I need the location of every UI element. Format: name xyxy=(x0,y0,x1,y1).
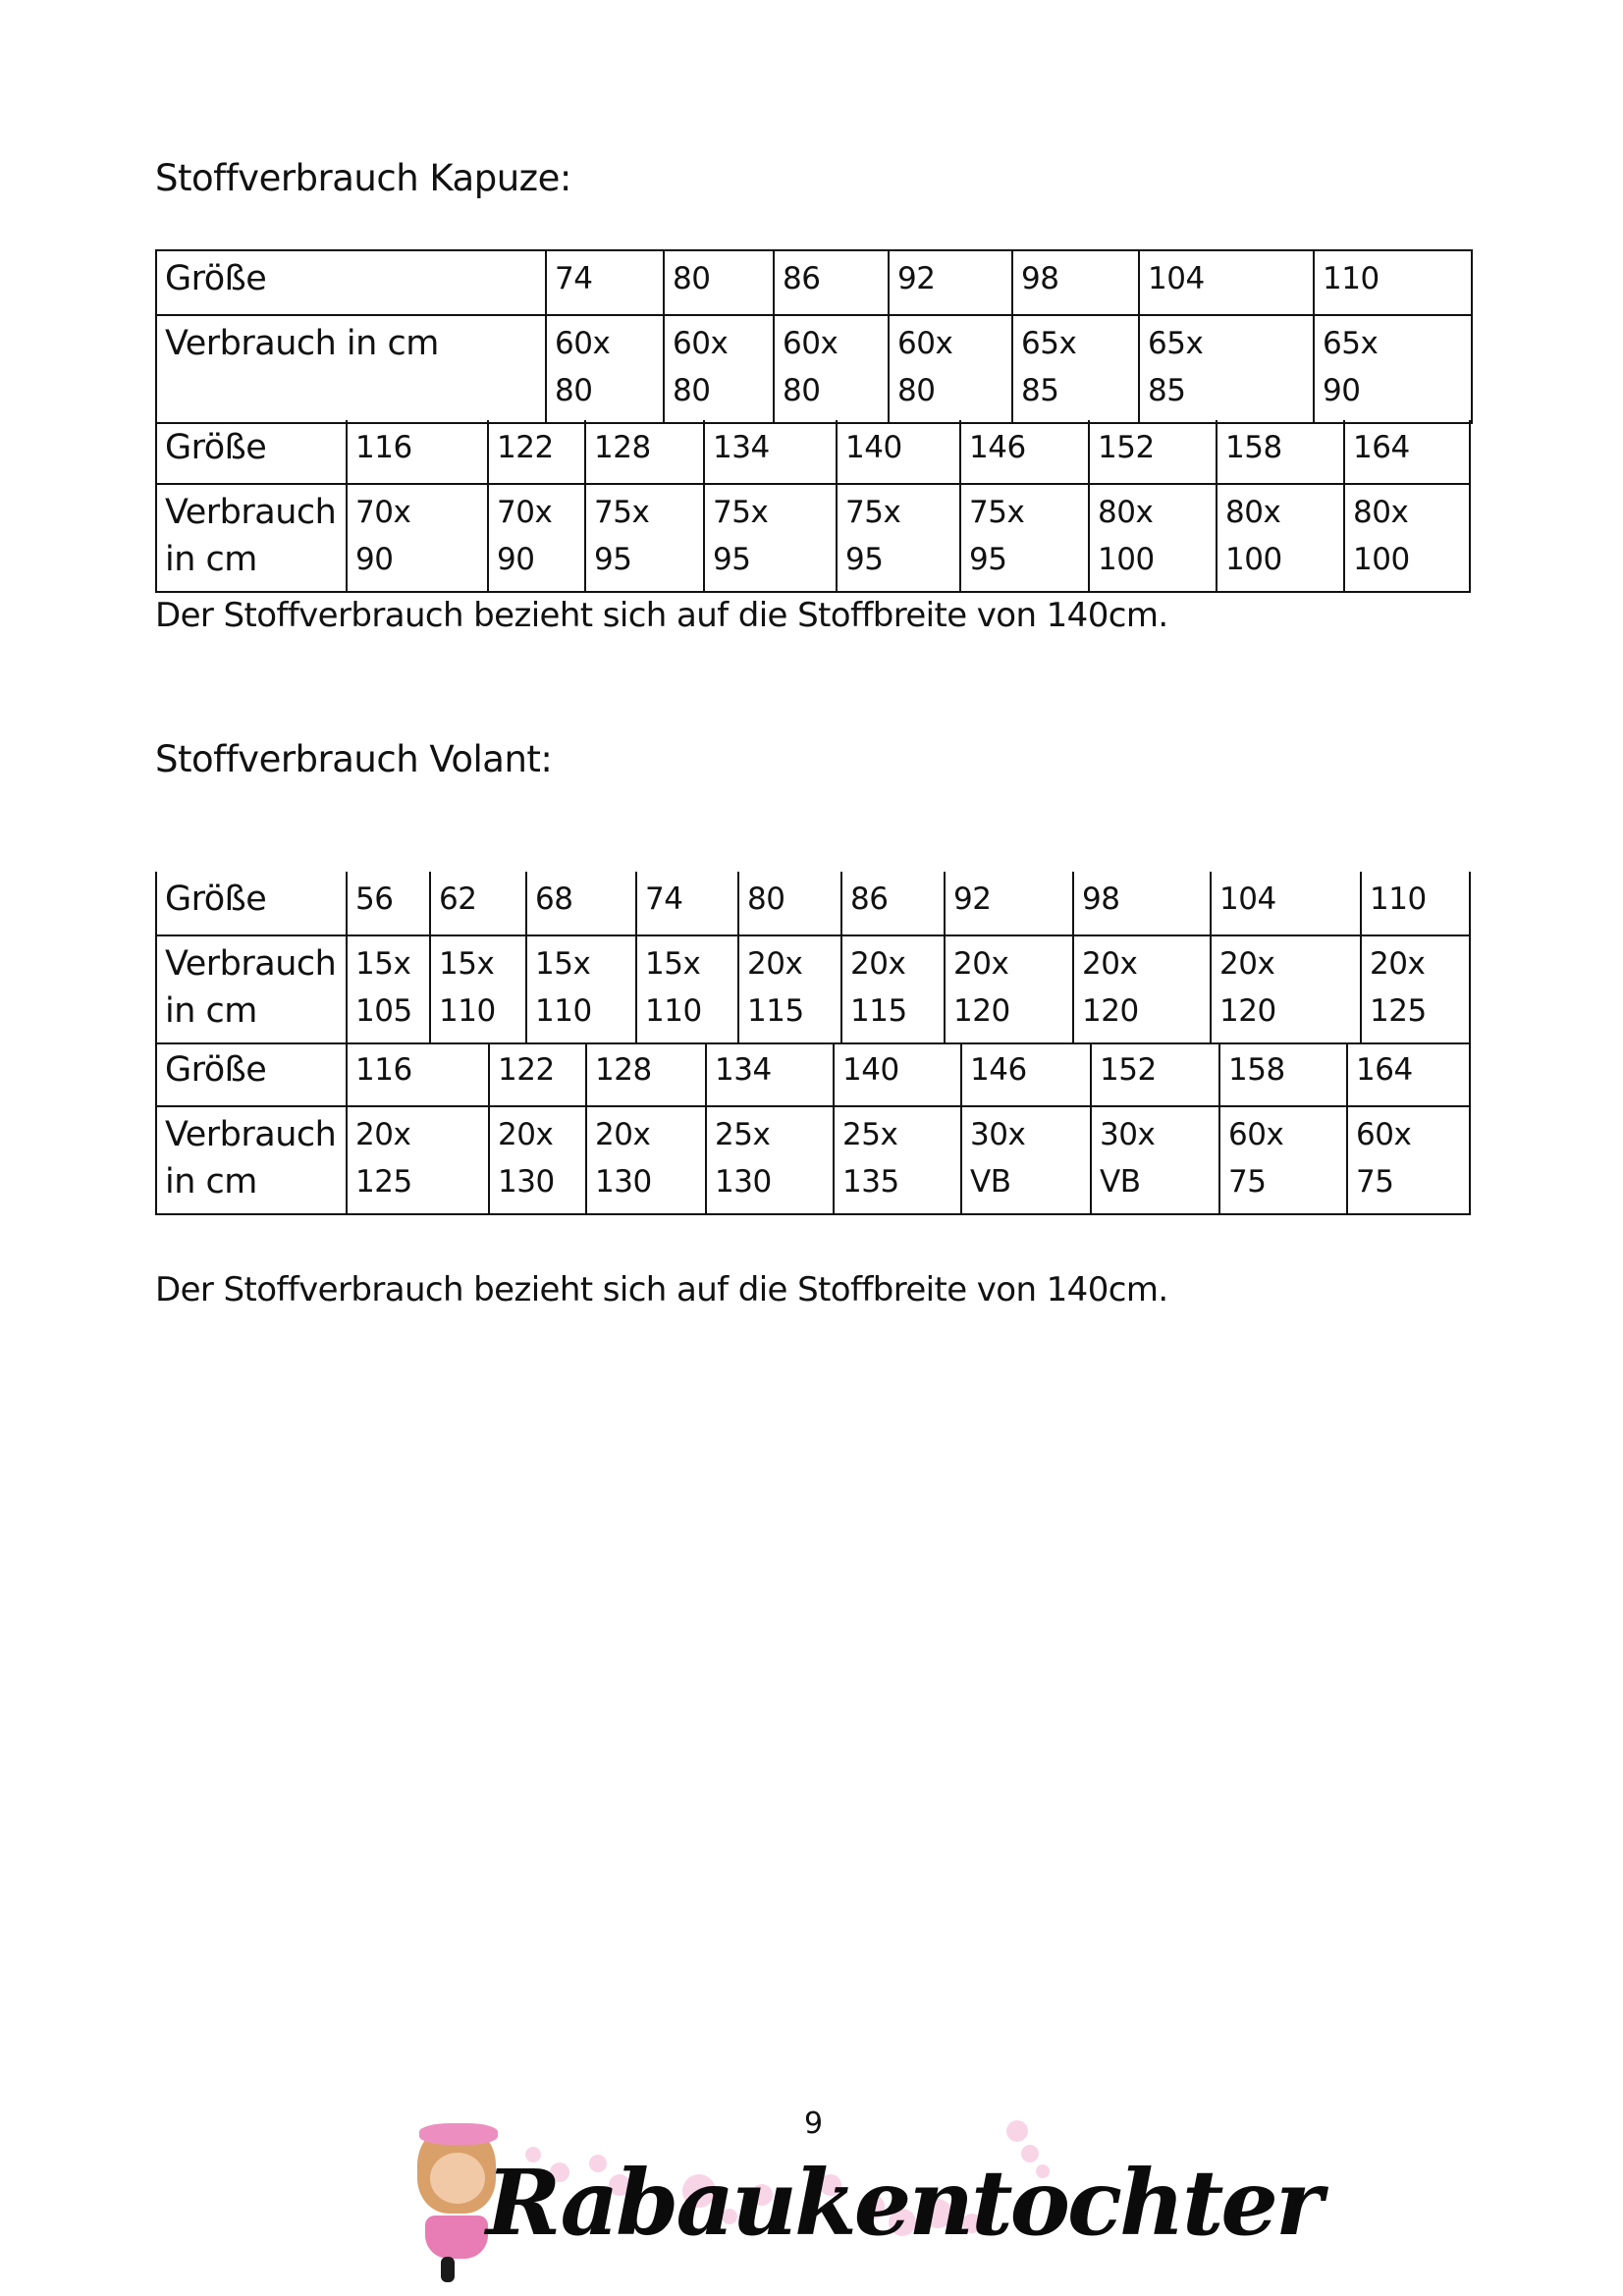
size-cell: 152 xyxy=(1091,1042,1219,1106)
usage-length: 80 xyxy=(555,373,593,408)
usage-width: 60x xyxy=(673,326,729,361)
usage-cell xyxy=(945,935,1073,1043)
usage-width: 20x xyxy=(953,946,1009,982)
size-cell: 134 xyxy=(706,1042,834,1106)
label-line: in cm xyxy=(165,1162,257,1201)
usage-cell xyxy=(1347,1106,1470,1214)
size-cell: 92 xyxy=(945,872,1073,935)
usage-width: 60x xyxy=(1228,1117,1284,1152)
usage-width: 20x xyxy=(498,1117,554,1152)
usage-cell xyxy=(774,315,889,423)
usage-length: 110 xyxy=(535,993,592,1029)
usage-cell xyxy=(834,1106,961,1214)
usage-cell xyxy=(1073,935,1211,1043)
usage-length: 130 xyxy=(498,1164,555,1200)
usage-width: 75x xyxy=(845,495,901,530)
label-line: Verbrauch xyxy=(165,1115,337,1154)
usage-cell xyxy=(347,484,488,592)
usage-cell xyxy=(1344,484,1470,592)
size-cell: 116 xyxy=(347,1042,489,1106)
kapuze-heading: Stoffverbrauch Kapuze: xyxy=(155,157,571,199)
label-line: Verbrauch xyxy=(165,493,337,532)
usage-cell xyxy=(1211,935,1361,1043)
row-label-size: Größe xyxy=(156,1042,347,1106)
size-row xyxy=(156,1042,1470,1106)
usage-cell xyxy=(1139,315,1314,423)
usage-length: 90 xyxy=(1323,373,1361,408)
usage-cell xyxy=(1314,315,1472,423)
size-cell: 116 xyxy=(347,420,488,484)
row-label-usage xyxy=(156,484,347,592)
usage-length: 130 xyxy=(595,1164,652,1200)
size-cell: 98 xyxy=(1073,872,1211,935)
usage-length: 135 xyxy=(842,1164,899,1200)
usage-width: 60x xyxy=(897,326,953,361)
size-cell: 104 xyxy=(1211,872,1361,935)
usage-length: 95 xyxy=(713,542,751,577)
size-row xyxy=(156,250,1472,315)
usage-cell xyxy=(489,1106,586,1214)
row-label-size: Größe xyxy=(156,250,546,315)
size-cell: 74 xyxy=(636,872,738,935)
size-cell: 80 xyxy=(664,250,774,315)
usage-width: 75x xyxy=(713,495,769,530)
label-line: in cm xyxy=(165,540,257,579)
usage-length: VB xyxy=(970,1164,1011,1200)
usage-width: 60x xyxy=(783,326,839,361)
usage-length: 80 xyxy=(673,373,711,408)
usage-length: 105 xyxy=(355,993,412,1029)
usage-length: 115 xyxy=(747,993,804,1029)
usage-width: 15x xyxy=(355,946,411,982)
usage-width: 60x xyxy=(1356,1117,1412,1152)
size-cell: 122 xyxy=(489,1042,586,1106)
usage-width: 30x xyxy=(970,1117,1026,1152)
size-cell: 164 xyxy=(1347,1042,1470,1106)
usage-length: 120 xyxy=(1219,993,1276,1029)
usage-cell xyxy=(841,935,945,1043)
usage-row xyxy=(156,935,1470,1043)
usage-length: 120 xyxy=(953,993,1010,1029)
size-cell: 56 xyxy=(347,872,430,935)
usage-width: 80x xyxy=(1225,495,1281,530)
usage-width: 70x xyxy=(497,495,553,530)
usage-cell xyxy=(546,315,664,423)
usage-row xyxy=(156,315,1472,423)
row-label-usage xyxy=(156,935,347,1043)
usage-length: 80 xyxy=(897,373,936,408)
size-cell: 110 xyxy=(1314,250,1472,315)
usage-length: 95 xyxy=(594,542,632,577)
usage-width: 75x xyxy=(594,495,650,530)
size-cell: 146 xyxy=(960,420,1089,484)
usage-cell xyxy=(636,935,738,1043)
usage-length: 110 xyxy=(439,993,496,1029)
usage-cell xyxy=(585,484,704,592)
volant-table-1 xyxy=(155,872,1471,1044)
usage-width: 65x xyxy=(1148,326,1204,361)
usage-cell xyxy=(430,935,526,1043)
size-cell: 164 xyxy=(1344,420,1470,484)
size-cell: 158 xyxy=(1219,1042,1347,1106)
size-cell: 98 xyxy=(1012,250,1139,315)
kapuze-table-1 xyxy=(155,249,1473,424)
usage-cell xyxy=(526,935,636,1043)
usage-length: 125 xyxy=(1370,993,1427,1029)
usage-length: 100 xyxy=(1353,542,1410,577)
usage-length: 120 xyxy=(1082,993,1139,1029)
size-cell: 128 xyxy=(586,1042,706,1106)
size-cell: 158 xyxy=(1217,420,1344,484)
usage-length: 110 xyxy=(645,993,702,1029)
usage-cell xyxy=(1089,484,1217,592)
size-cell: 62 xyxy=(430,872,526,935)
usage-width: 70x xyxy=(355,495,411,530)
usage-cell xyxy=(837,484,960,592)
row-label-size: Größe xyxy=(156,420,347,484)
usage-cell xyxy=(738,935,841,1043)
usage-length: 90 xyxy=(355,542,394,577)
label-line: in cm xyxy=(165,991,257,1031)
size-cell: 86 xyxy=(774,250,889,315)
usage-length: 85 xyxy=(1148,373,1186,408)
usage-cell xyxy=(1219,1106,1347,1214)
usage-cell xyxy=(1012,315,1139,423)
usage-cell xyxy=(889,315,1012,423)
usage-length: 125 xyxy=(355,1164,412,1200)
usage-width: 65x xyxy=(1021,326,1077,361)
size-row xyxy=(156,872,1470,935)
usage-length: 100 xyxy=(1225,542,1282,577)
size-cell: 110 xyxy=(1361,872,1470,935)
size-cell: 74 xyxy=(546,250,664,315)
usage-width: 15x xyxy=(439,946,495,982)
usage-cell xyxy=(664,315,774,423)
usage-width: 80x xyxy=(1353,495,1409,530)
usage-length: 85 xyxy=(1021,373,1059,408)
usage-length: 95 xyxy=(969,542,1007,577)
usage-row xyxy=(156,1106,1470,1214)
usage-length: 115 xyxy=(850,993,907,1029)
label-line: Verbrauch xyxy=(165,944,337,984)
usage-length: 75 xyxy=(1228,1164,1267,1200)
usage-width: 80x xyxy=(1098,495,1154,530)
usage-length: 130 xyxy=(715,1164,772,1200)
row-label-usage: Verbrauch in cm xyxy=(156,315,546,423)
usage-cell xyxy=(488,484,585,592)
usage-width: 20x xyxy=(355,1117,411,1152)
row-label-size: Größe xyxy=(156,872,347,935)
usage-width: 20x xyxy=(595,1117,651,1152)
size-cell: 92 xyxy=(889,250,1012,315)
usage-cell xyxy=(347,935,430,1043)
usage-width: 20x xyxy=(1082,946,1138,982)
kapuze-note: Der Stoffverbrauch bezieht sich auf die Stoffbreite von 140cm. xyxy=(155,596,1168,635)
usage-cell xyxy=(706,1106,834,1214)
size-cell: 146 xyxy=(961,1042,1091,1106)
volant-heading: Stoffverbrauch Volant: xyxy=(155,738,553,780)
usage-width: 75x xyxy=(969,495,1025,530)
usage-row xyxy=(156,484,1470,592)
usage-width: 65x xyxy=(1323,326,1379,361)
usage-width: 15x xyxy=(645,946,701,982)
usage-width: 15x xyxy=(535,946,591,982)
usage-length: 75 xyxy=(1356,1164,1394,1200)
usage-cell xyxy=(960,484,1089,592)
usage-cell xyxy=(704,484,837,592)
volant-table-2 xyxy=(155,1042,1471,1215)
usage-width: 30x xyxy=(1100,1117,1156,1152)
size-row xyxy=(156,420,1470,484)
usage-width: 20x xyxy=(747,946,803,982)
page-number: 9 xyxy=(804,2107,824,2141)
usage-width: 20x xyxy=(1219,946,1275,982)
usage-cell xyxy=(961,1106,1091,1214)
usage-cell xyxy=(347,1106,489,1214)
size-cell: 140 xyxy=(837,420,960,484)
size-cell: 128 xyxy=(585,420,704,484)
usage-cell xyxy=(1091,1106,1219,1214)
usage-cell xyxy=(1361,935,1470,1043)
row-label-usage xyxy=(156,1106,347,1214)
usage-length: 100 xyxy=(1098,542,1155,577)
usage-width: 25x xyxy=(842,1117,898,1152)
size-cell: 122 xyxy=(488,420,585,484)
usage-width: 25x xyxy=(715,1117,771,1152)
size-cell: 68 xyxy=(526,872,636,935)
usage-width: 60x xyxy=(555,326,611,361)
size-cell: 86 xyxy=(841,872,945,935)
size-cell: 80 xyxy=(738,872,841,935)
kapuze-table-2 xyxy=(155,420,1471,593)
size-cell: 152 xyxy=(1089,420,1217,484)
size-cell: 134 xyxy=(704,420,837,484)
usage-length: 95 xyxy=(845,542,884,577)
size-cell: 140 xyxy=(834,1042,961,1106)
brand-name: Rabaukentochter xyxy=(486,2150,1321,2256)
size-cell: 104 xyxy=(1139,250,1314,315)
usage-cell xyxy=(1217,484,1344,592)
usage-width: 20x xyxy=(850,946,906,982)
usage-width: 20x xyxy=(1370,946,1426,982)
volant-note: Der Stoffverbrauch bezieht sich auf die Stoffbreite von 140cm. xyxy=(155,1270,1168,1309)
usage-length: 90 xyxy=(497,542,535,577)
usage-cell xyxy=(586,1106,706,1214)
usage-length: VB xyxy=(1100,1164,1141,1200)
usage-length: 80 xyxy=(783,373,821,408)
brand-logo xyxy=(398,2106,1321,2292)
